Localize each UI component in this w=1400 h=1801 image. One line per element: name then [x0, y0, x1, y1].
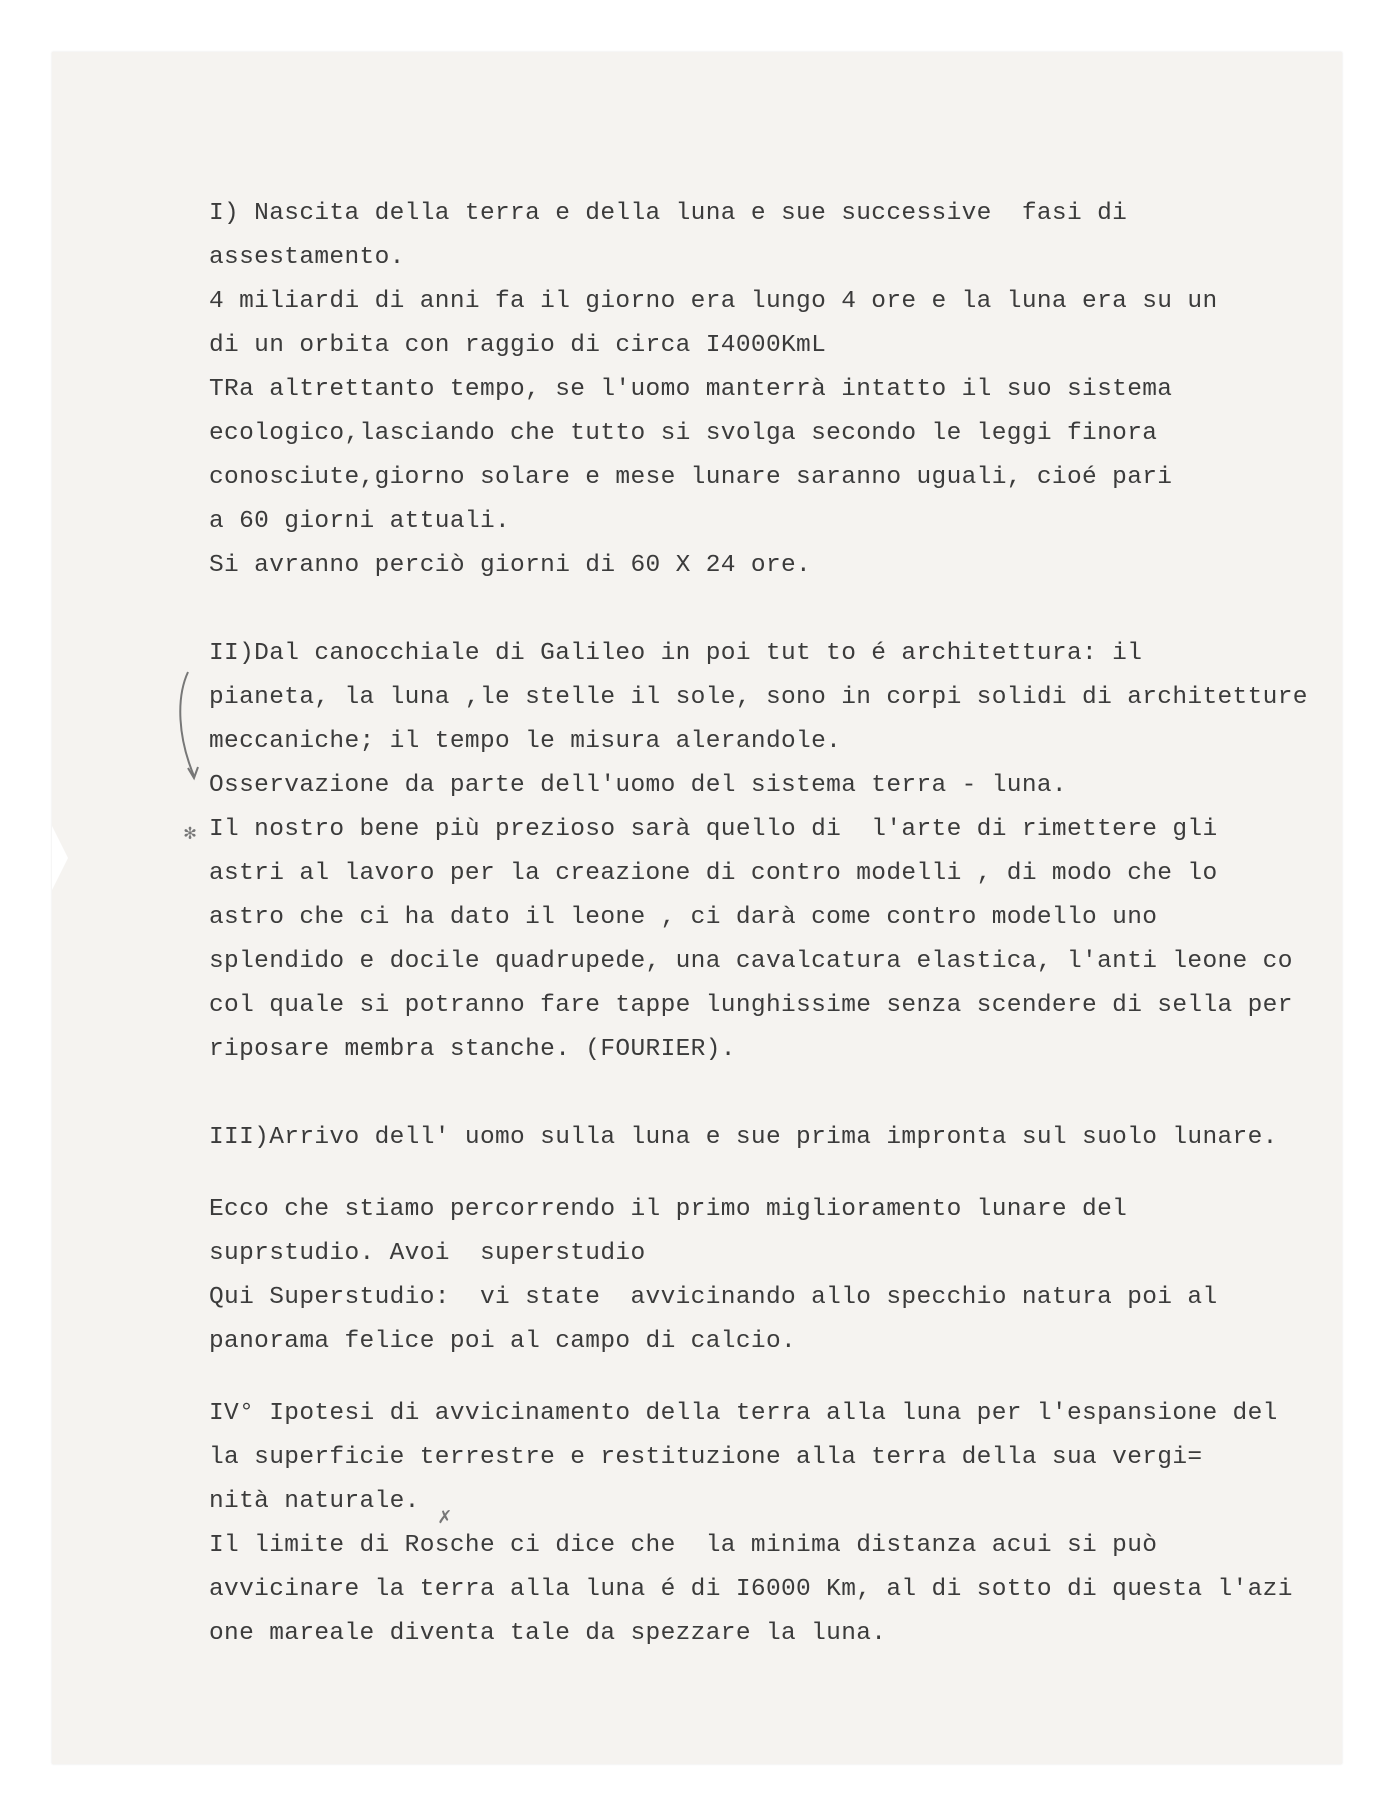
- text-line: splendido e docile quadrupede, una cavalcatura elastica, l'anti leone co: [209, 948, 1293, 975]
- section-1: [209, 192, 1319, 588]
- text-line: nità naturale.: [209, 1488, 420, 1515]
- text-line: I) Nascita della terra e della luna e sue successive fasi di: [209, 200, 1128, 227]
- typewritten-text: [209, 192, 1319, 1656]
- text-line: Osservazione da parte dell'uomo del sistema terra - luna.: [209, 772, 1067, 799]
- text-line: 4 miliardi di anni fa il giorno era lungo 4 ore e la luna era su un: [209, 288, 1218, 315]
- text-line: Si avranno perciò giorni di 60 X 24 ore.: [209, 552, 812, 579]
- paper-notch: [52, 826, 68, 890]
- section-2: [209, 632, 1319, 1072]
- paragraph-gap: [209, 1160, 1319, 1188]
- text-line: Ecco che stiamo percorrendo il primo miglioramento lunare del: [209, 1196, 1128, 1223]
- text-line: avvicinare la terra alla luna é di I6000 Km, al di sotto di questa l'azi: [209, 1576, 1293, 1603]
- asterisk-mark-icon: ✻: [184, 823, 197, 846]
- paragraph-gap: [209, 1364, 1319, 1392]
- text-line: III)Arrivo dell' uomo sulla luna e sue prima impronta sul suolo lunare.: [209, 1124, 1278, 1151]
- text-line: di un orbita con raggio di circa I4000KmL: [209, 332, 827, 359]
- text-line: a 60 giorni attuali.: [209, 508, 511, 535]
- text-line: astri al lavoro per la creazione di contro modelli , di modo che lo: [209, 860, 1218, 887]
- paragraph-gap: [209, 588, 1319, 632]
- text-line: assestamento.: [209, 244, 405, 271]
- text-line: la superficie terrestre e restituzione alla terra della sua vergi=: [209, 1444, 1203, 1471]
- text-line: ecologico,lasciando che tutto si svolga secondo le leggi finora: [209, 420, 1158, 447]
- text-line: one mareale diventa tale da spezzare la luna.: [209, 1620, 887, 1647]
- paragraph-gap: [209, 1072, 1319, 1116]
- section-3: [209, 1116, 1319, 1160]
- text-line: meccaniche; il tempo le misura alerandole.: [209, 728, 842, 755]
- text-line: Il nostro bene più prezioso sarà quello di l'arte di rimettere gli: [209, 816, 1218, 843]
- text-line: riposare membra stanche. (FOURIER).: [209, 1036, 736, 1063]
- section-5: [209, 1392, 1319, 1656]
- text-line: conosciute,giorno solare e mese lunare saranno uguali, cioé pari: [209, 464, 1173, 491]
- text-line: Il limite di Rosche ci dice che la minima distanza acui si può: [209, 1532, 1158, 1559]
- text-line: col quale si potranno fare tappe lunghissime senza scendere di sella per: [209, 992, 1293, 1019]
- text-line: suprstudio. Avoi superstudio: [209, 1240, 646, 1267]
- text-line: astro che ci ha dato il leone , ci darà come contro modello uno: [209, 904, 1158, 931]
- text-line: II)Dal canocchiale di Galileo in poi tut to é architettura: il: [209, 640, 1143, 667]
- margin-bracket-icon: [172, 668, 206, 788]
- section-4: [209, 1188, 1319, 1364]
- text-line: IV° Ipotesi di avvicinamento della terra alla luna per l'espansione del: [209, 1400, 1278, 1427]
- cross-mark-icon: ✗: [438, 1505, 452, 1530]
- text-line: TRa altrettanto tempo, se l'uomo manterrà intatto il suo sistema: [209, 376, 1173, 403]
- text-line: pianeta, la luna ,le stelle il sole, sono in corpi solidi di architetture: [209, 684, 1308, 711]
- text-line: panorama felice poi al campo di calcio.: [209, 1328, 797, 1355]
- text-line: Qui Superstudio: vi state avvicinando allo specchio natura poi al: [209, 1284, 1218, 1311]
